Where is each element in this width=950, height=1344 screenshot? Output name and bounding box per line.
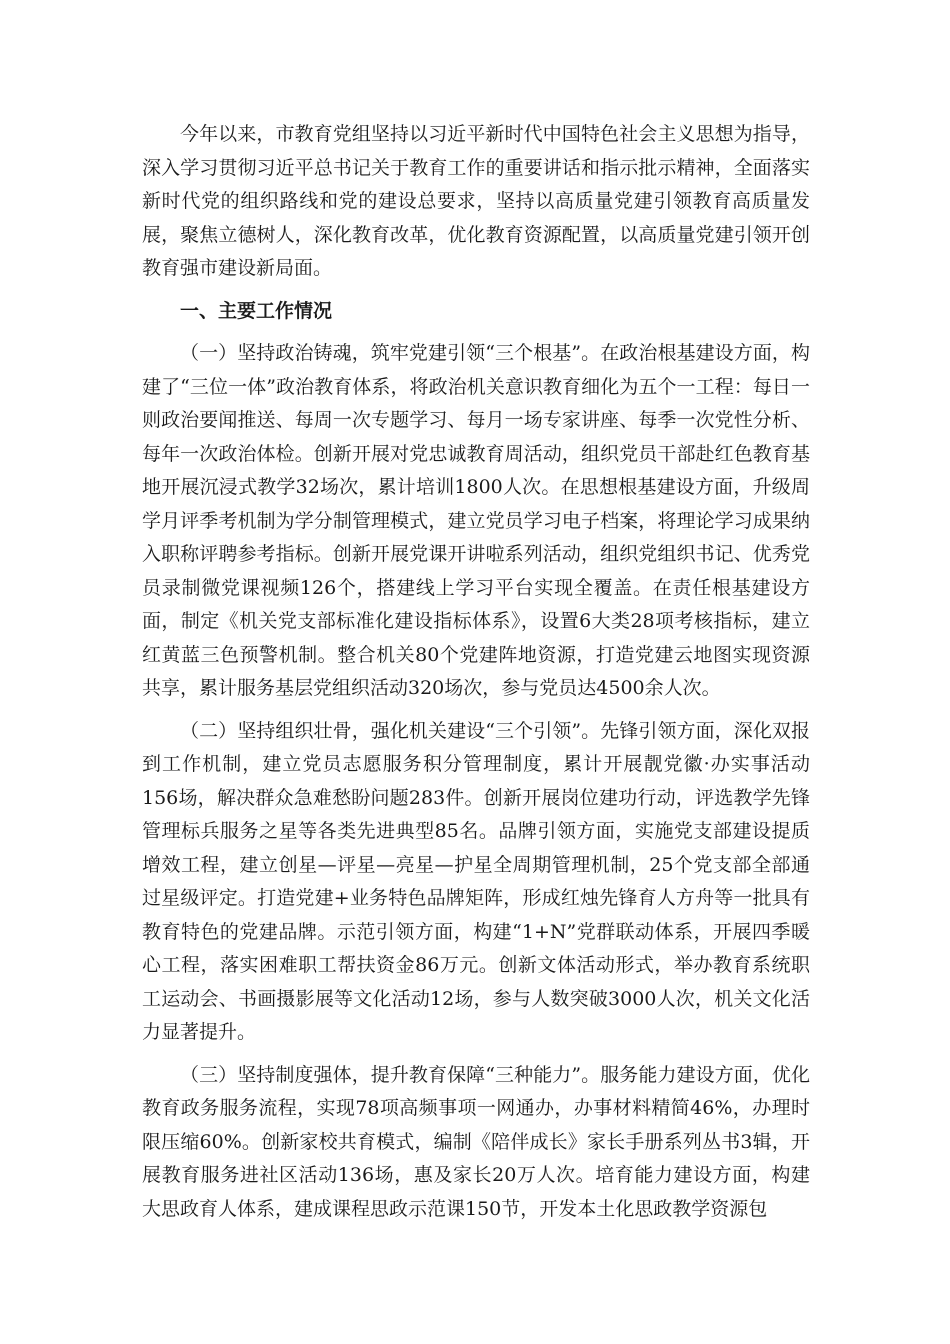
paragraph-organization: （二）坚持组织壮骨，强化机关建设“三个引领”。先锋引领方面，深化双报到工作机制，建立党员志愿服务积分管理制度，累计开展靓党徽·办实事活动156场，解决群众急难愁盼问题283件。创新开展岗位建功行动，评选教学先锋管理标兵服务之星等各类先进典型85名。品牌引领方面，实施党支部建设提质增效工程，建立创星—评星—亮星—护星全周期管理机制，25个党支部全部通过星级评定。打造党建+业务特色品牌矩阵，形成红烛先锋育人方舟等一批具有教育特色的党建品牌。示范引领方面，构建“1+N”党群联动体系，开展四季暖心工程，落实困难职工帮扶资金86万元。创新文体活动形式，举办教育系统职工运动会、书画摄影展等文化活动12场，参与人数突破3000人次，机关文化活力显著提升。 <box>142 719 810 1043</box>
paragraph-political: （一）坚持政治铸魂，筑牢党建引领“三个根基”。在政治根基建设方面，构建了“三位一体”政治教育体系，将政治机关意识教育细化为五个一工程：每日一则政治要闻推送、每周一次专题学习、每月一场专家讲座、每季一次党性分析、每年一次政治体检。创新开展对党忠诚教育周活动，组织党员干部赴红色教育基地开展沉浸式教学32场次，累计培训1800人次。在思想根基建设方面，升级周学月评季考机制为学分制管理模式，建立党员学习电子档案，将理论学习成果纳入职称评聘参考指标。创新开展党课开讲啦系列活动，组织党组织书记、优秀党员录制微党课视频126个，搭建线上学习平台实现全覆盖。在责任根基建设方面，制定《机关党支部标准化建设指标体系》，设置6大类28项考核指标，建立红黄蓝三色预警机制。整合机关80个党建阵地资源，打造党建云地图实现资源共享，累计服务基层党组织活动320场次，参与党员达4500余人次。 <box>142 342 810 699</box>
intro-paragraph: 今年以来，市教育党组坚持以习近平新时代中国特色社会主义思想为指导，深入学习贯彻习近平总书记关于教育工作的重要讲话和指示批示精神，全面落实新时代党的组织路线和党的建设总要求，坚持以高质量党建引领教育高质量发展，聚焦立德树人，深化教育改革，优化教育资源配置，以高质量党建引领开创教育强市建设新局面。 <box>142 123 810 279</box>
section-heading: 一、主要工作情况 <box>180 299 333 322</box>
document-body <box>142 118 810 1235</box>
paragraph-institution: （三）坚持制度强体，提升教育保障“三种能力”。服务能力建设方面，优化教育政务服务流程，实现78项高频事项一网通办，办事材料精简46%，办理时限压缩60%。创新家校共育模式，编制《陪伴成长》家长手册系列丛书3辑，开展教育服务进社区活动136场，惠及家长20万人次。培育能力建设方面，构建大思政育人体系，建成课程思政示范课150节，开发本土化思政教学资源包 <box>142 1063 810 1220</box>
